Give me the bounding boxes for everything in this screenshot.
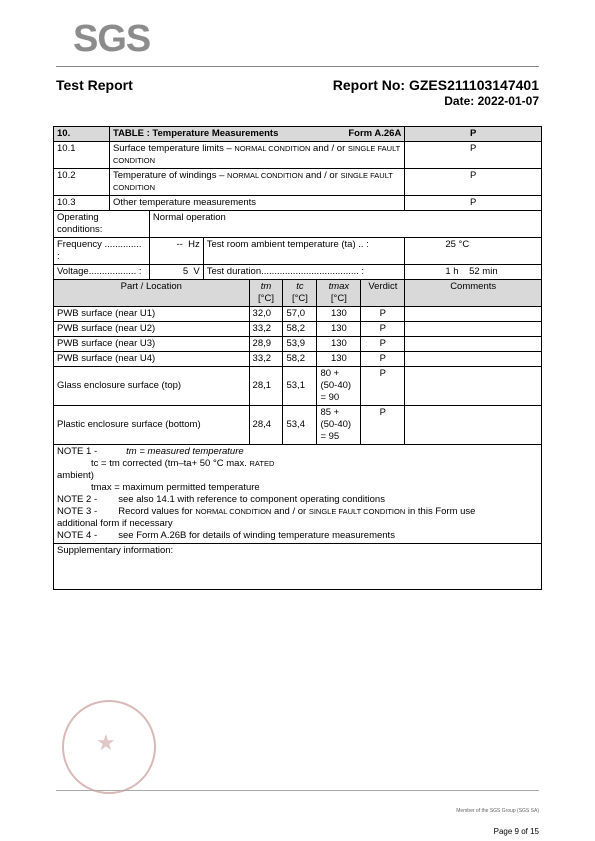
voltage-label: Voltage.................. : — [54, 265, 150, 280]
report-date: Date: 2022-01-07 — [444, 94, 539, 108]
row-10-3 — [54, 196, 542, 211]
row-text: Surface temperature limits – NORMAL CONDITION and / or SINGLE FAULT CONDITION — [109, 142, 404, 169]
table-row: PWB surface (near U1) 32,0 57,0 130 P — [54, 307, 542, 322]
col-verdict: Verdict — [361, 280, 405, 307]
section-title: TABLE : Temperature Measurements Form A.26A — [109, 127, 404, 142]
operating-conditions-row — [54, 211, 542, 238]
frequency-value: -- Hz — [149, 238, 203, 265]
col-tmax: tmax [°C] — [317, 280, 361, 307]
member-text: Member of the SGS Group (SGS SA) — [456, 808, 539, 814]
col-part: Part / Location — [54, 280, 250, 307]
sgs-logo: SGS — [73, 18, 151, 60]
section-header-row — [54, 127, 542, 142]
row-10-1 — [54, 142, 542, 169]
col-tc: tc [°C] — [283, 280, 317, 307]
col-comments: Comments — [405, 280, 542, 307]
table-row: Glass enclosure surface (top) 28,1 53,1 80 + (50-40) = 90 P — [54, 367, 542, 406]
notes: NOTE 1 - tm = measured temperature tc = tm corrected (tm–ta+ 50 °C max. RATED ambient) tmax = maximum permitted temperature NOTE 2 - see also 14.1 with reference to component operating conditions NOTE 3 - Record values for NORMAL CONDITION and / or SINGLE FAULT CONDITION in this Form use additional form if necessary NOTE 4 - see Form A.26B for details of winding temperature measurements — [54, 445, 542, 544]
table-row: PWB surface (near U2) 33,2 58,2 130 P — [54, 322, 542, 337]
column-header-row — [54, 280, 542, 307]
col-tm: tm [°C] — [249, 280, 283, 307]
star-icon: ★ — [96, 730, 116, 755]
table-row: PWB surface (near U3) 28,9 53,9 130 P — [54, 337, 542, 352]
supplementary-info: Supplementary information: — [54, 544, 542, 590]
temperature-table — [53, 126, 542, 590]
row-number: 10.1 — [54, 142, 110, 169]
duration-value: 1 h 52 min — [405, 265, 542, 280]
row-10-2 — [54, 169, 542, 196]
frequency-row — [54, 238, 542, 265]
duration-label: Test duration..................................... : — [203, 265, 405, 280]
ambient-label: Test room ambient temperature (ta) .. : — [203, 238, 405, 265]
ambient-value: 25 °C — [405, 238, 542, 265]
page-number: Page 9 of 15 — [493, 827, 539, 836]
section-verdict: P — [405, 127, 542, 142]
row-number: 10.3 — [54, 196, 110, 211]
operating-label: Operating conditions: — [54, 211, 150, 238]
frequency-label: Frequency .............. : — [54, 238, 150, 265]
voltage-row — [54, 265, 542, 280]
form-ref: Form A.26A — [348, 128, 402, 139]
voltage-value: 5 V — [149, 265, 203, 280]
table-row: Plastic enclosure surface (bottom) 28,4 53,4 85 + (50-40) = 95 P — [54, 406, 542, 445]
header-divider — [56, 66, 539, 67]
supplementary-row — [54, 544, 542, 590]
row-verdict: P — [405, 196, 542, 211]
footer-divider — [56, 790, 539, 791]
row-text: Temperature of windings – NORMAL CONDITION and / or SINGLE FAULT CONDITION — [109, 169, 404, 196]
row-number: 10.2 — [54, 169, 110, 196]
report-meta — [333, 77, 539, 109]
row-verdict: P — [405, 142, 542, 169]
table-row: PWB surface (near U4) 33,2 58,2 130 P — [54, 352, 542, 367]
report-title: Test Report — [56, 77, 133, 93]
operating-value: Normal operation — [149, 211, 541, 238]
row-verdict: P — [405, 169, 542, 196]
section-number: 10. — [54, 127, 110, 142]
report-number: Report No: GZES211103147401 — [332, 77, 539, 93]
row-text: Other temperature measurements — [109, 196, 404, 211]
notes-row — [54, 445, 542, 544]
